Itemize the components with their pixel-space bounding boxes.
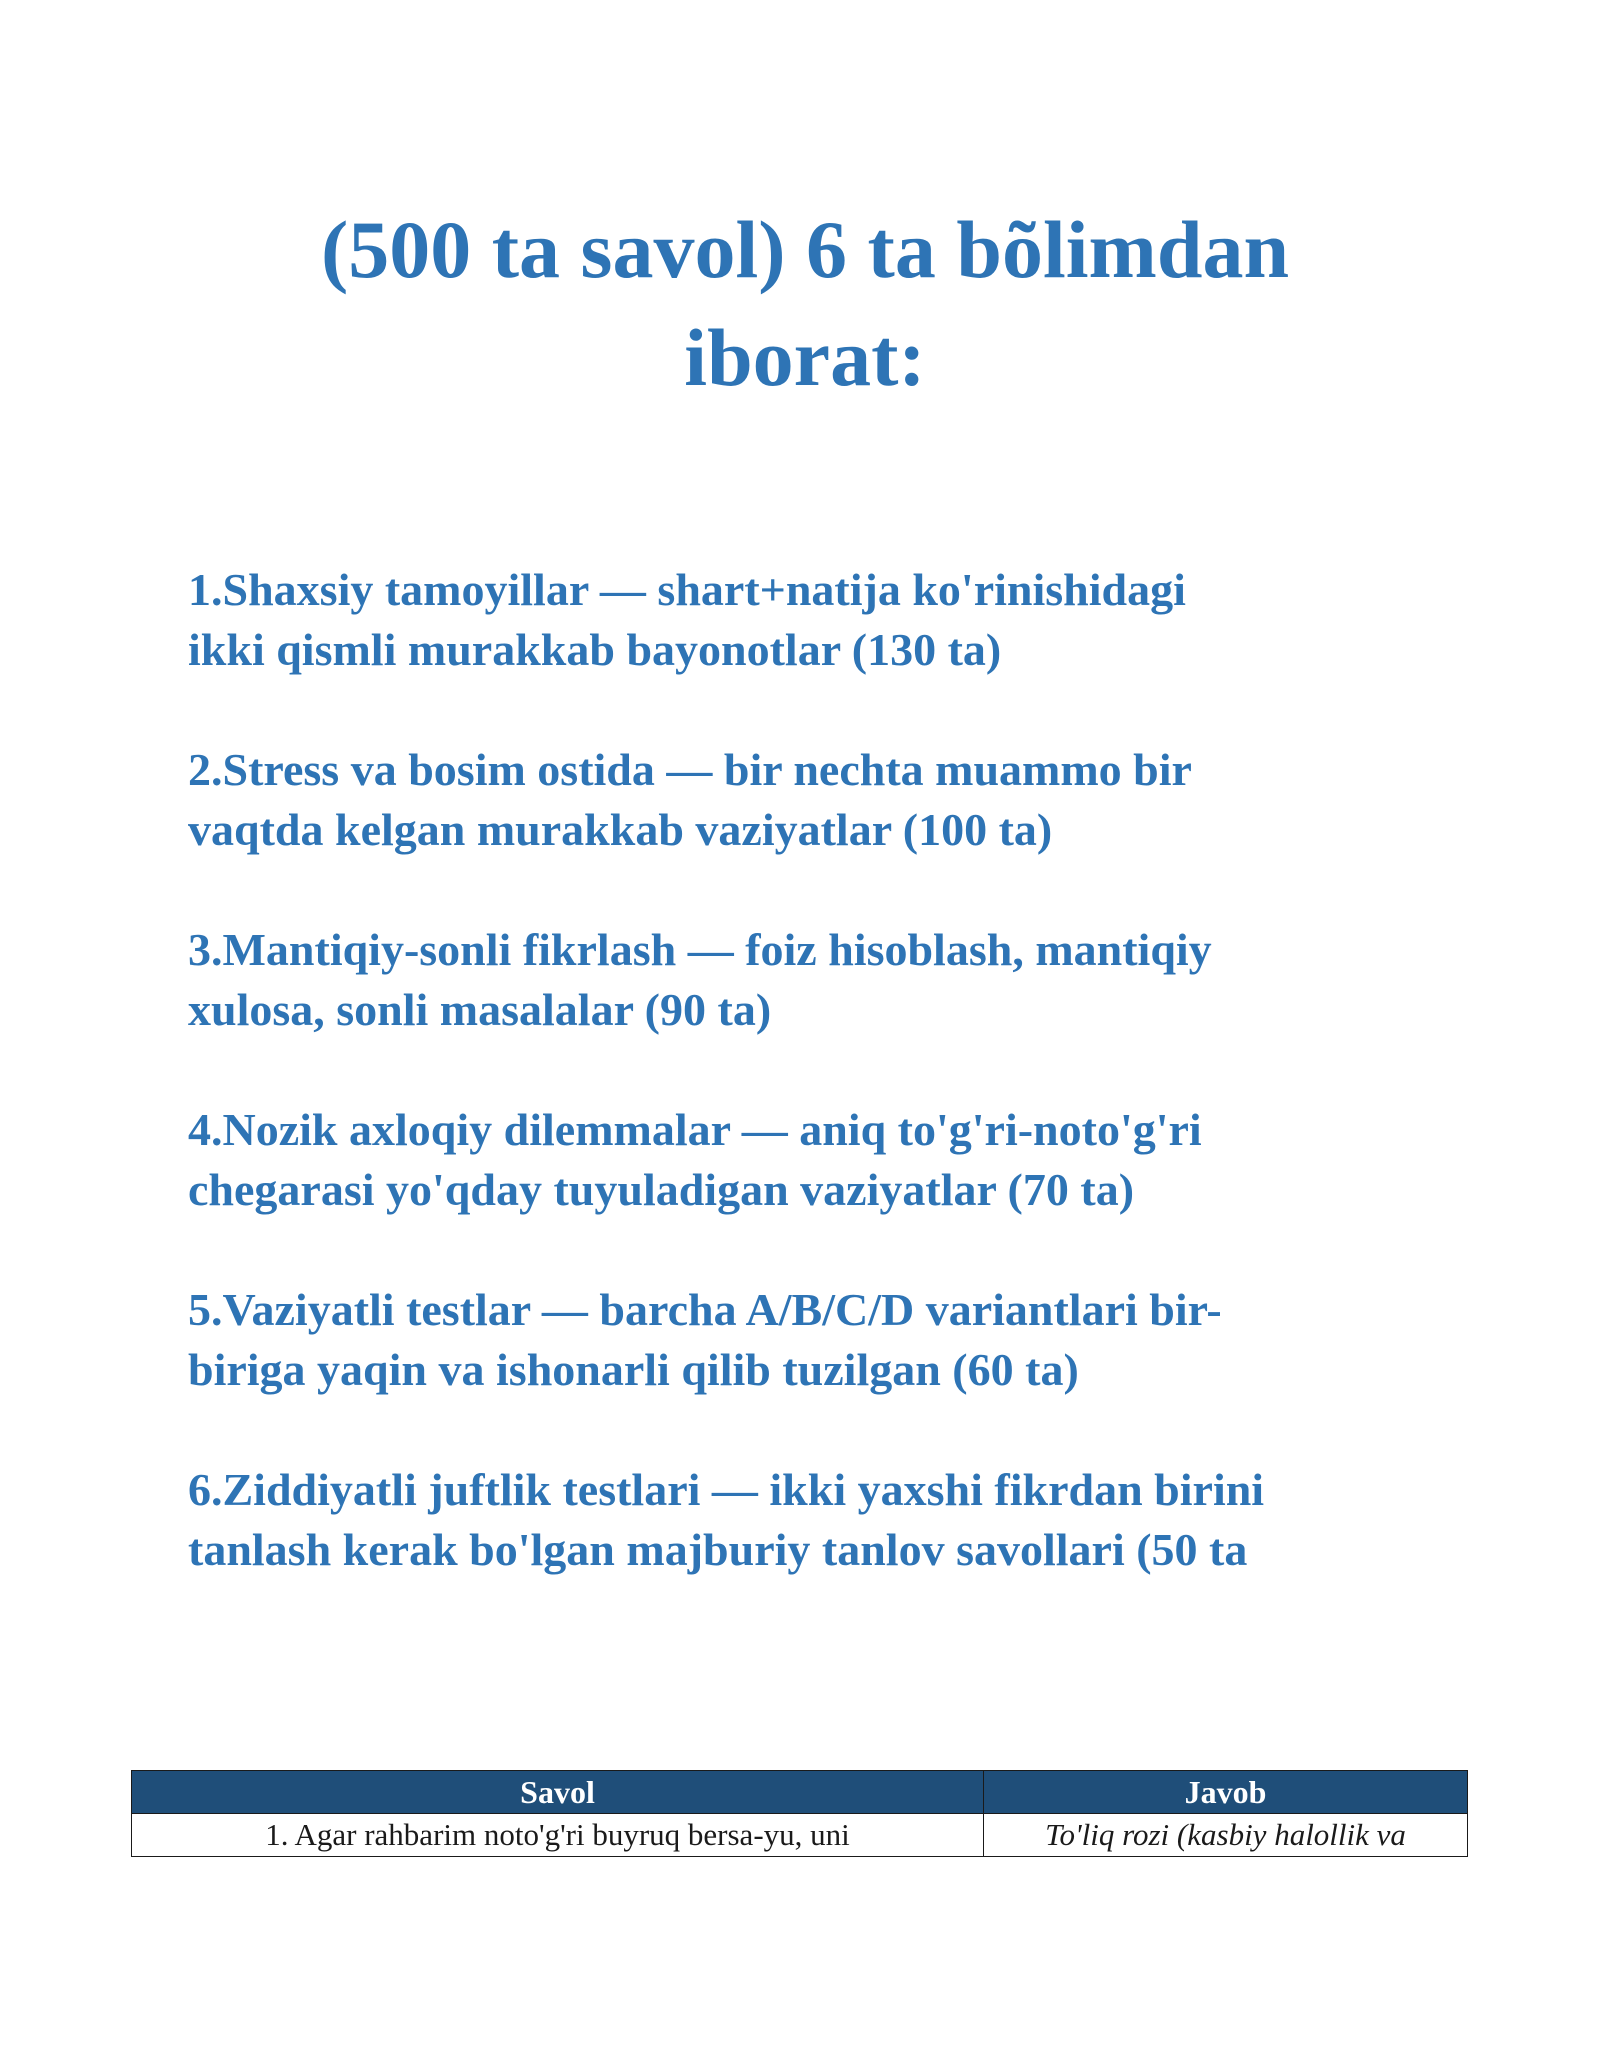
table-row (132, 1814, 1468, 1857)
section-list (188, 560, 1448, 1640)
title-line-1: (500 ta savol) 6 ta bõlimdan (320, 204, 1290, 295)
section-item-1 (188, 560, 1448, 680)
section-item-2 (188, 740, 1448, 860)
section-text-line: chegarasi yo'qday tuyuladigan vaziyatlar (70 ta) (188, 1164, 1135, 1215)
section-item-3 (188, 920, 1448, 1040)
section-text-line: 4.Nozik axloqiy dilemmalar — aniq to'g'ri-noto'g'ri (188, 1104, 1202, 1155)
question-cell: 1. Agar rahbarim noto'g'ri buyruq bersa-yu, uni (132, 1814, 984, 1857)
section-text-line: 3.Mantiqiy-sonli fikrlash — foiz hisoblash, mantiqiy (188, 924, 1212, 975)
section-text-line: biriga yaqin va ishonarli qilib tuzilgan (60 ta) (188, 1344, 1079, 1395)
section-item-5 (188, 1280, 1448, 1400)
answer-cell: To'liq rozi (kasbiy halollik va (984, 1814, 1468, 1857)
section-text-line: 6.Ziddiyatli juftlik testlari — ikki yaxshi fikrdan birini (188, 1464, 1265, 1515)
section-item-4 (188, 1100, 1448, 1220)
question-answer-table (131, 1770, 1468, 1857)
section-text-line: 1.Shaxsiy tamoyillar — shart+natija ko'rinishidagi (188, 564, 1186, 615)
section-text-line: vaqtda kelgan murakkab vaziyatlar (100 ta) (188, 804, 1053, 855)
section-item-6 (188, 1460, 1448, 1580)
page-title (160, 196, 1450, 412)
section-text-line: xulosa, sonli masalalar (90 ta) (188, 984, 772, 1035)
column-header-answer: Javob (984, 1771, 1468, 1814)
section-text-line: 5.Vaziyatli testlar — barcha A/B/C/D variantlari bir- (188, 1284, 1222, 1335)
table-header-row (132, 1771, 1468, 1814)
section-text-line: ikki qismli murakkab bayonotlar (130 ta) (188, 624, 1002, 675)
section-text-line: tanlash kerak bo'lgan majburiy tanlov savollari (50 ta (188, 1524, 1248, 1575)
section-text-line: 2.Stress va bosim ostida — bir nechta muammo bir (188, 744, 1192, 795)
column-header-question: Savol (132, 1771, 984, 1814)
title-line-2: iborat: (684, 312, 926, 403)
